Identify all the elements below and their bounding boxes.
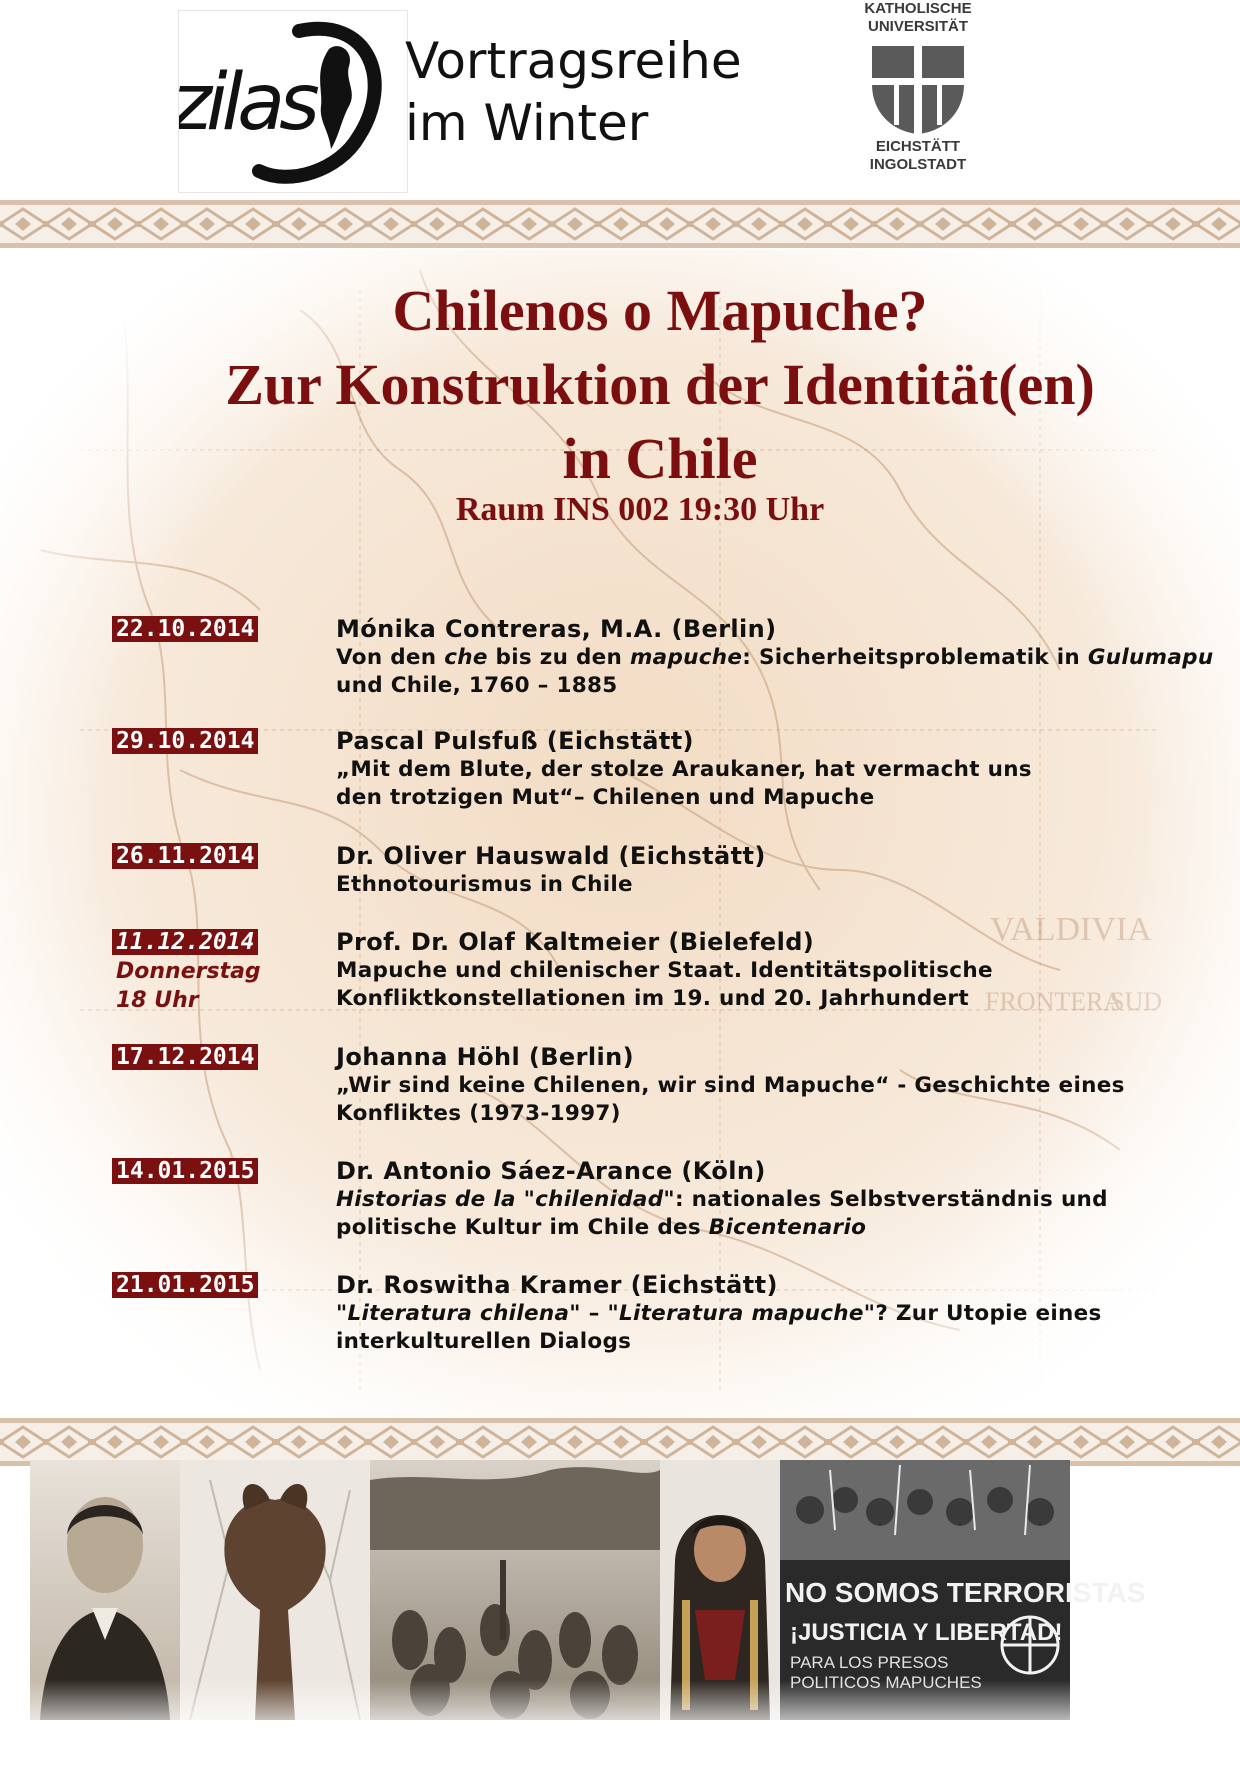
title-line2: Zur Konstruktion der Identität(en)	[225, 352, 1095, 417]
top-pattern-band	[0, 200, 1240, 248]
talk-title: "Literatura chilena" – "Literatura mapuche"? Zur Utopie eines interkulturellen Dialogs	[336, 1301, 1102, 1354]
speaker-name: Mónika Contreras, M.A. (Berlin)	[336, 615, 777, 643]
photo-strip	[30, 1440, 1210, 1740]
event-date	[112, 615, 258, 644]
talk-title: Von den che bis zu den mapuche: Sicherheitsproblematik in Gulumapu und Chile, 1760 – 1885	[336, 645, 1214, 698]
zilas-logo-text: zilas	[179, 58, 314, 148]
talk-title: Historias de la "chilenidad": nationales Selbstverständnis und politische Kultur im Chile des Bicentenario	[336, 1187, 1108, 1240]
zilas-logo	[178, 10, 408, 193]
event-entry	[336, 727, 1216, 812]
date-badge: 21.01.2015	[112, 1272, 258, 1298]
date-badge: 22.10.2014	[112, 616, 258, 642]
date-badge: 17.12.2014	[112, 1044, 258, 1070]
speaker-name: Dr. Oliver Hauswald (Eichstätt)	[336, 842, 766, 870]
series-title-line2: im Winter	[405, 94, 649, 152]
event-entry	[336, 1157, 1216, 1242]
university-name-bottom	[858, 138, 978, 174]
university-shield-icon	[870, 44, 966, 136]
title-line3: in Chile	[562, 426, 758, 491]
talk-title: Ethnotourismus in Chile	[336, 872, 633, 897]
event-entry	[336, 1271, 1216, 1356]
speaker-name: Johanna Höhl (Berlin)	[336, 1043, 634, 1071]
event-date	[112, 842, 258, 871]
talk-title-line1: Mapuche und chilenischer Staat. Identitätspolitische	[336, 958, 993, 983]
event-entry	[336, 615, 1216, 700]
series-title	[405, 30, 805, 154]
university-line3: EICHSTÄTT	[875, 138, 961, 155]
date-badge: 11.12.2014	[112, 929, 258, 955]
event-date	[112, 1271, 258, 1300]
event-title	[60, 274, 1240, 496]
venue-time: Raum INS 002 19:30 Uhr	[455, 491, 825, 528]
date-note-time: 18 Uhr	[116, 988, 199, 1013]
date-badge: 14.01.2015	[112, 1158, 258, 1184]
zilas-logo-graphic	[179, 11, 409, 194]
speaker-name: Dr. Antonio Sáez-Arance (Köln)	[336, 1157, 766, 1185]
date-note-day: Donnerstag	[116, 959, 261, 984]
event-date	[112, 1043, 258, 1072]
event-date	[112, 727, 258, 756]
event-entry	[336, 928, 1216, 1013]
talk-title-line1: „Mit dem Blute, der stolze Araukaner, hat vermacht uns	[336, 757, 1032, 782]
university-line2: UNIVERSITÄT	[867, 18, 968, 35]
talk-title-line2: Konfliktes (1973-1997)	[336, 1101, 621, 1126]
event-entry	[336, 842, 1216, 899]
talk-title-line2: Konfliktkonstellationen im 19. und 20. Jahrhundert	[336, 986, 969, 1011]
speaker-name: Pascal Pulsfuß (Eichstätt)	[336, 727, 694, 755]
talk-title-line2: den trotzigen Mut“– Chilenen und Mapuche	[336, 785, 875, 810]
event-entry	[336, 1043, 1216, 1128]
university-line1: KATHOLISCHE	[864, 0, 972, 17]
title-line1: Chilenos o Mapuche?	[392, 278, 928, 343]
speaker-name: Dr. Roswitha Kramer (Eichstätt)	[336, 1271, 778, 1299]
speaker-name: Prof. Dr. Olaf Kaltmeier (Bielefeld)	[336, 928, 815, 956]
university-line4: INGOLSTADT	[869, 156, 967, 173]
date-badge: 29.10.2014	[112, 728, 258, 754]
series-title-line1: Vortragsreihe	[405, 32, 742, 90]
date-badge: 26.11.2014	[112, 843, 258, 869]
talk-title-line1: „Wir sind keine Chilenen, wir sind Mapuche“ - Geschichte eines	[336, 1073, 1125, 1098]
event-date	[112, 928, 261, 1015]
university-name-top	[858, 0, 978, 36]
event-date	[112, 1157, 258, 1186]
